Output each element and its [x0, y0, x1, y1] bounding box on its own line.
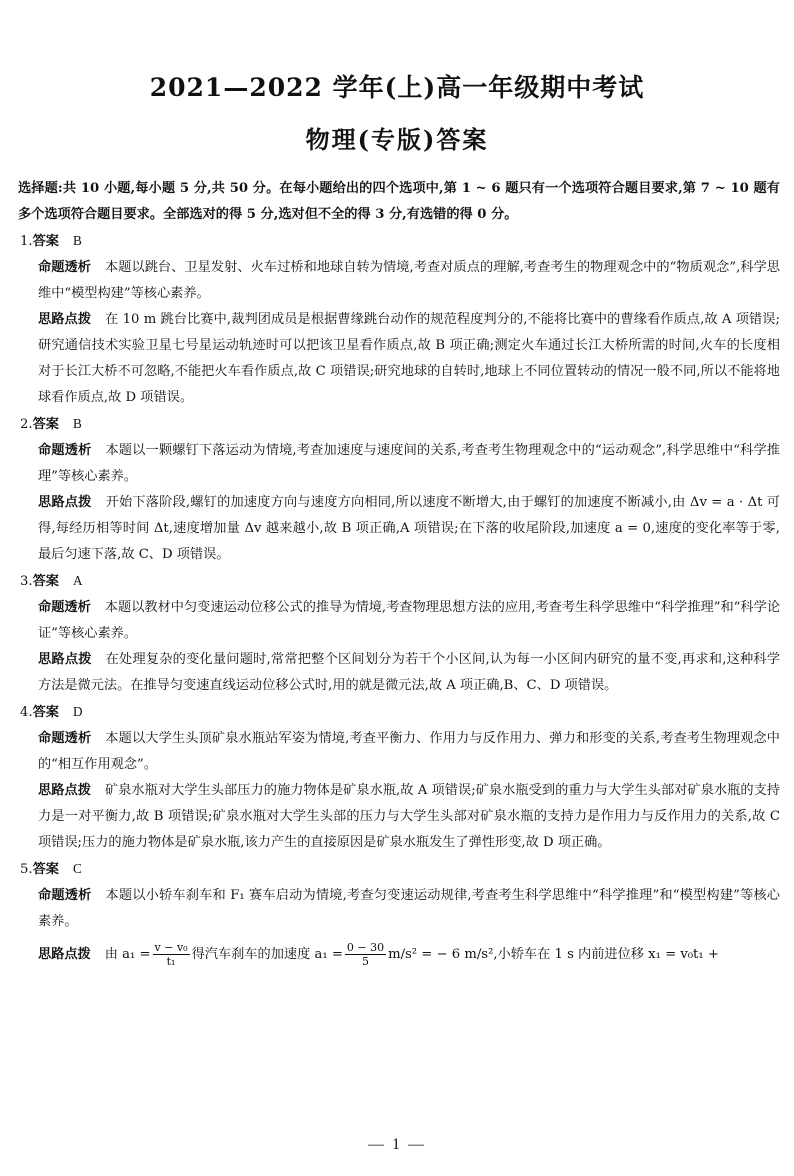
page-number: — 1 — [368, 1136, 426, 1153]
fraction-denominator: 5 [361, 955, 369, 968]
question-5-header [18, 856, 780, 883]
question-number: 2. [20, 417, 33, 432]
question-number: 5. [20, 862, 33, 877]
answer-content [18, 176, 780, 968]
answer-label: 答案 [32, 705, 59, 720]
hint-paragraph [18, 941, 780, 968]
question-4-header [18, 699, 780, 726]
analysis-paragraph [18, 726, 780, 778]
question-1-header [18, 228, 780, 255]
analysis-label: 命题透析 [38, 731, 92, 746]
hint-label: 思路点拨 [38, 495, 92, 510]
analysis-paragraph [18, 883, 780, 935]
question-number: 4. [20, 705, 33, 720]
hint-text: 开始下落阶段,螺钉的加速度方向与速度方向相同,所以速度不断增大,由于螺钉的加速度不断减小,由 Δv = a · Δt 可得,每经历相等时间 Δt,速度增加量 Δv 越来越小,故 B 项正确,A 项错误;在下落的收尾阶段,加速度 a = 0,速度的变化率等于零,最后匀速下落,故 C、D 项错误。 [38, 495, 780, 562]
analysis-paragraph [18, 595, 780, 647]
question-answer: D [72, 704, 83, 719]
analysis-label: 命题透析 [38, 260, 91, 275]
fraction-numerator: v − v₀ [154, 941, 188, 954]
analysis-text: 本题以大学生头顶矿泉水瓶站军姿为情境,考查平衡力、作用力与反作用力、弹力和形变的关系,考查考生物理观念中的“相互作用观念”。 [38, 731, 780, 772]
hint-paragraph [18, 647, 780, 699]
fraction-numerator: 0 − 30 [346, 941, 385, 954]
analysis-text: 本题以教材中匀变速运动位移公式的推导为情境,考查物理思想方法的应用,考查考生科学思维中“科学推理”和“科学论证”等核心素养。 [38, 600, 781, 641]
analysis-text: 本题以小轿车刹车和 F₁ 赛车启动为情境,考查匀变速运动规律,考查考生科学思维中“科学推理”和“模型构建”等核心素养。 [38, 888, 780, 929]
analysis-label: 命题透析 [38, 443, 92, 458]
question-3 [18, 568, 780, 699]
question-2 [18, 411, 780, 568]
hint-text-post: m/s² = − 6 m/s²,小轿车在 1 s 内前进位移 x₁ = v₀t₁ + [388, 947, 719, 962]
exam-title: 2021—2022 学年(上)高一年级期中考试 [149, 73, 645, 102]
hint-label: 思路点拨 [38, 783, 91, 798]
question-5 [18, 856, 780, 968]
analysis-label: 命题透析 [38, 600, 91, 615]
hint-label: 思路点拨 [38, 947, 91, 962]
velocity-fraction [153, 941, 190, 968]
hint-label: 思路点拨 [38, 312, 92, 327]
answer-label: 答案 [32, 417, 59, 432]
fraction-denominator: t₁ [166, 955, 176, 968]
analysis-text: 本题以一颗螺钉下落运动为情境,考查加速度与速度间的关系,考查考生物理观念中的“运动观念”,科学思维中“科学推理”等核心素养。 [38, 443, 780, 484]
question-1 [18, 228, 780, 411]
acceleration-fraction [345, 941, 386, 968]
question-number: 1. [20, 234, 33, 249]
hint-paragraph [18, 490, 780, 568]
question-answer: A [72, 573, 83, 588]
analysis-paragraph [18, 438, 780, 490]
hint-text: 在处理复杂的变化量问题时,常常把整个区间划分为若干个小区间,认为每一小区间内研究的量不变,再求和,这种科学方法是微元法。在推导匀变速直线运动位移公式时,用的就是微元法,故 A 项正确,B、C、D 项错误。 [38, 652, 781, 693]
analysis-label: 命题透析 [38, 888, 92, 903]
section-intro: 选择题:共 10 小题,每小题 5 分,共 50 分。在每小题给出的四个选项中,第 1 ~ 6 题只有一个选项符合题目要求,第 7 ~ 10 题有多个选项符合题目要求。全部选对的得 5 分,选对但不全的得 3 分,有选错的得 0 分。 [18, 181, 780, 222]
hint-text: 在 10 m 跳台比赛中,裁判团成员是根据曹缘跳台动作的规范程度判分的,不能将比赛中的曹缘看作质点,故 A 项错误;研究通信技术实验卫星七号星运动轨迹时可以把该卫星看作质点,故 B 项正确;测定火车通过长江大桥所需的时间,火车的长度相对于长江大桥不可忽略,不能把火车看作质点,故 C 项错误;研究地球的自转时,地球上不同位置转动的情况一般不同,所以不能将地球看作质点,故 D 项错误。 [38, 312, 780, 405]
question-4 [18, 699, 780, 856]
analysis-text: 本题以跳台、卫星发射、火车过桥和地球自转为情境,考查对质点的理解,考查考生的物理观念中的“物质观念”,科学思维中“模型构建”等核心素养。 [38, 260, 780, 301]
question-answer: B [72, 233, 82, 248]
question-2-header [18, 411, 780, 438]
hint-text: 矿泉水瓶对大学生头部压力的施力物体是矿泉水瓶,故 A 项错误;矿泉水瓶受到的重力与大学生头部对矿泉水瓶的支持力是一对平衡力,故 B 项错误;矿泉水瓶对大学生头部的压力与大学生头部对矿泉水瓶的支持力是作用力与反作用力的关系,故 C 项错误;压力的施力物体是矿泉水瓶,该力产生的直接原因是矿泉水瓶发生了弹性形变,故 D 项正确。 [38, 783, 780, 850]
answer-label: 答案 [32, 862, 59, 877]
question-3-header [18, 568, 780, 595]
hint-label: 思路点拨 [38, 652, 92, 667]
question-answer: C [72, 861, 82, 876]
question-number: 3. [20, 574, 33, 589]
hint-text-pre: 由 a₁ = [104, 947, 151, 962]
analysis-paragraph [18, 255, 780, 307]
question-answer: B [72, 416, 82, 431]
answer-label: 答案 [32, 234, 59, 249]
answer-label: 答案 [32, 574, 59, 589]
hint-text-mid: 得汽车刹车的加速度 a₁ = [191, 947, 343, 962]
hint-paragraph [18, 778, 780, 856]
answer-subtitle: 物理(专版)答案 [305, 125, 489, 154]
hint-paragraph [18, 307, 780, 411]
